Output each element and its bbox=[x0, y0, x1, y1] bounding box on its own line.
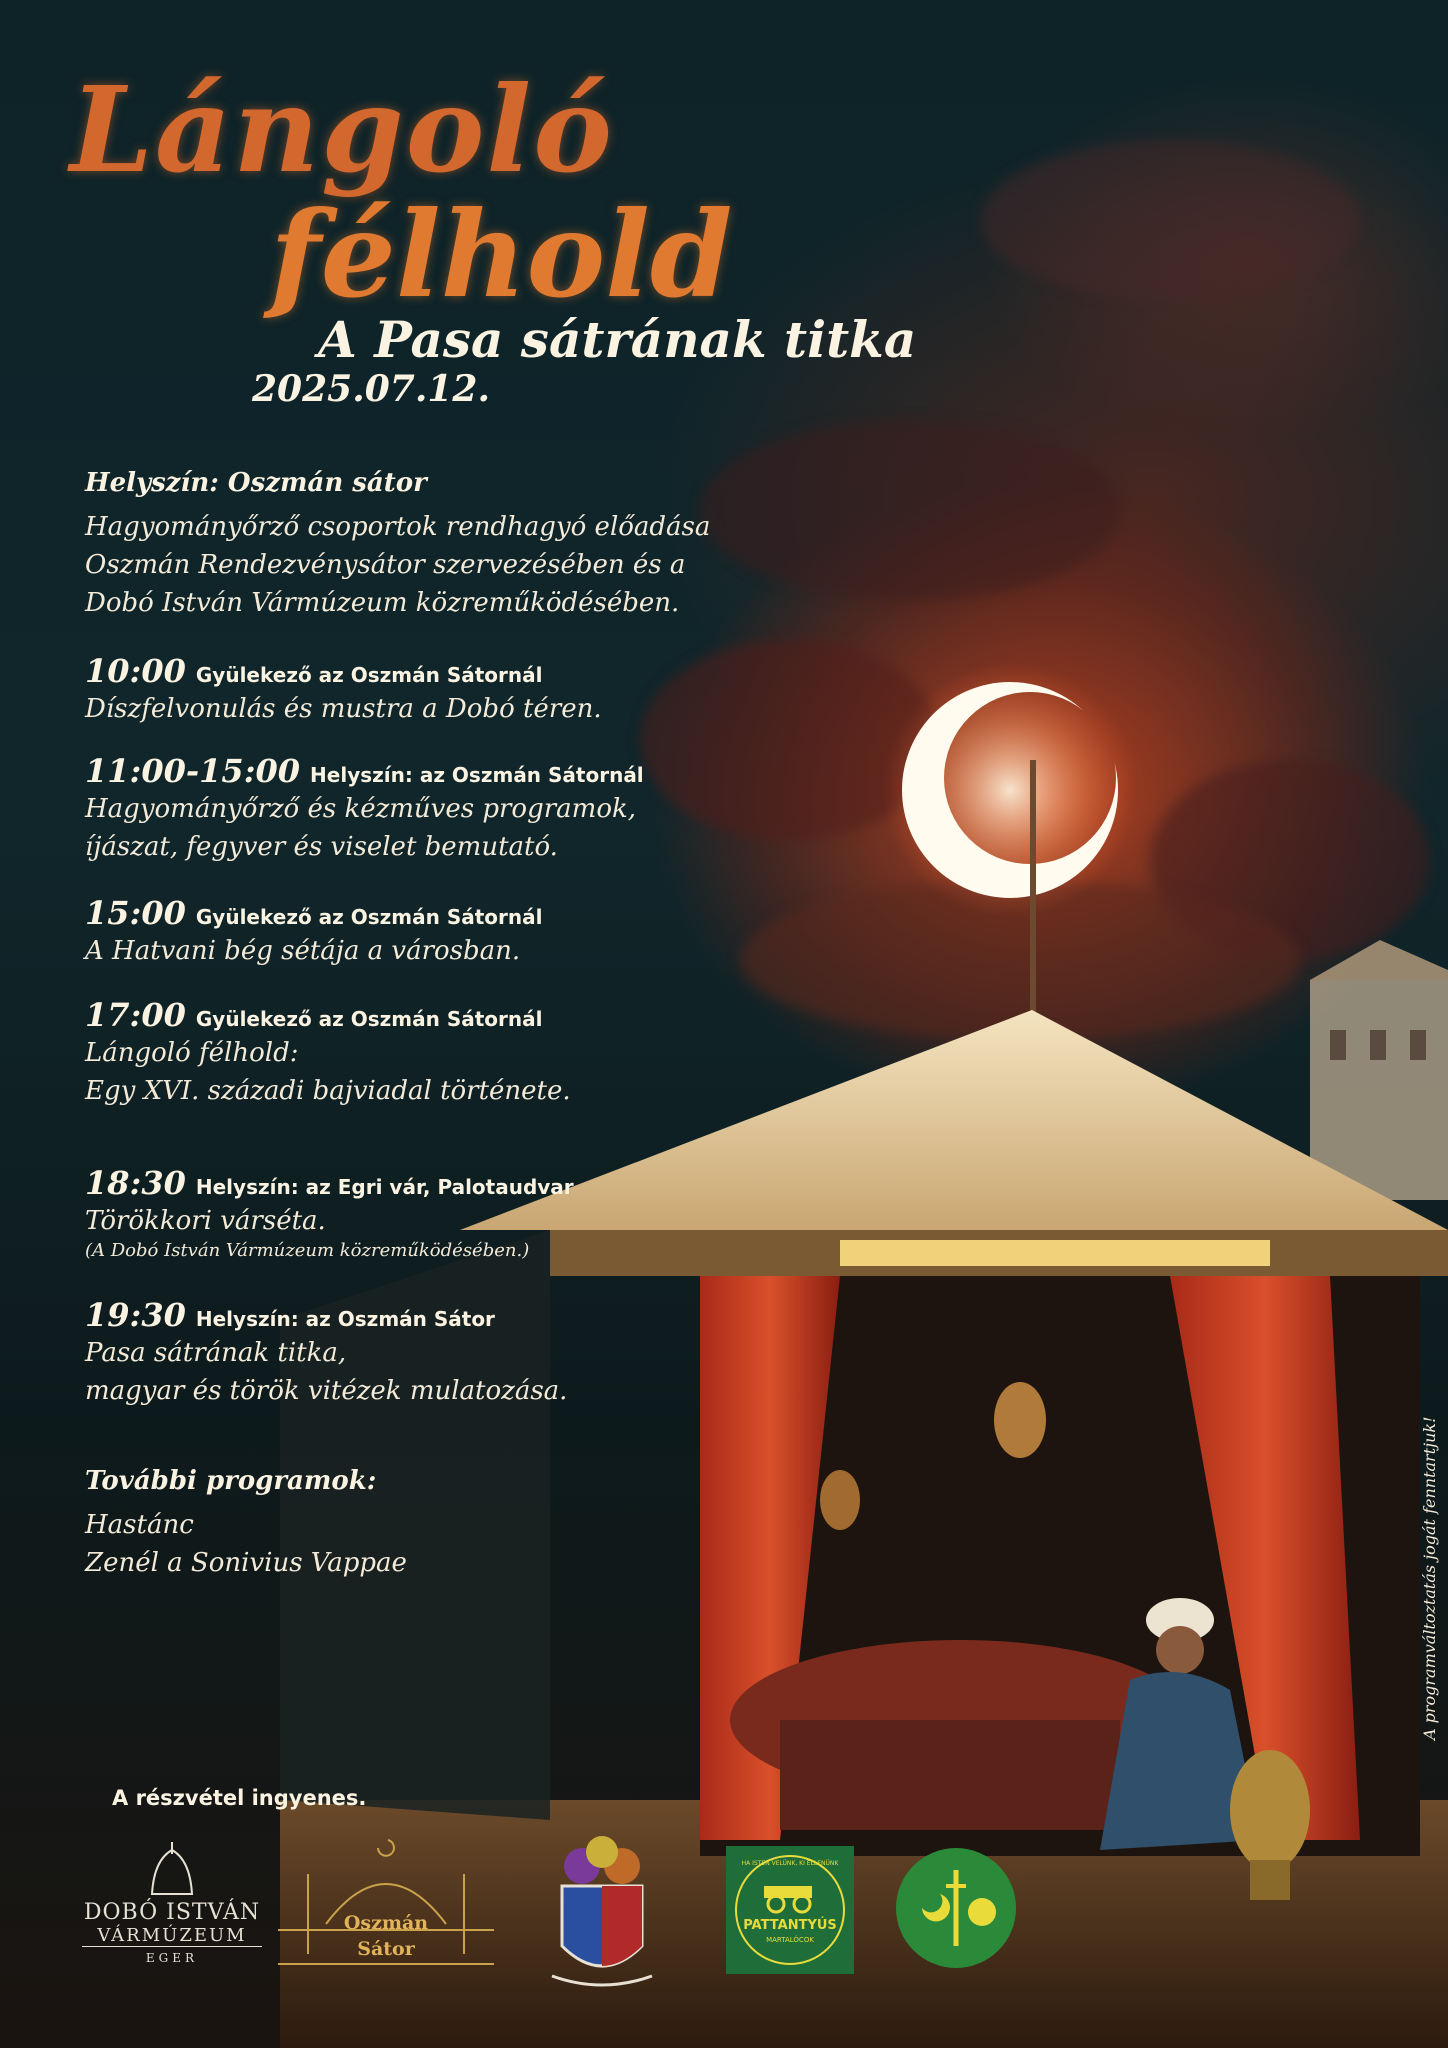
schedule-time: 15:00 bbox=[85, 894, 186, 932]
schedule-desc: íjászat, fegyver és viselet bemutató. bbox=[85, 832, 558, 862]
schedule-desc: Egy XVI. századi bajviadal története. bbox=[85, 1076, 571, 1106]
location-label: Helyszín: Oszmán sátor bbox=[85, 468, 427, 498]
schedule-desc: A Hatvani bég sétája a városban. bbox=[85, 936, 521, 966]
schedule-label: Gyülekező az Oszmán Sátornál bbox=[195, 663, 543, 687]
schedule-item bbox=[85, 894, 543, 970]
list-item: Zenél a Sonivius Vappae bbox=[85, 1548, 407, 1578]
schedule-time: 11:00-15:00 bbox=[85, 752, 301, 790]
oszman-logo-line2: Sátor bbox=[357, 1938, 415, 1960]
museum-name: VÁRMÚZEUM bbox=[82, 1925, 262, 1947]
schedule-note: (A Dobó István Vármúzeum közreműködésében.) bbox=[85, 1240, 530, 1261]
event-date: 2025.07.12. bbox=[252, 368, 490, 410]
schedule-time: 19:30 bbox=[85, 1296, 186, 1334]
cloud bbox=[980, 140, 1360, 300]
poster-title-line1: Lángoló bbox=[70, 60, 614, 199]
list-item: Hastánc bbox=[85, 1510, 194, 1540]
pattantyus-logo bbox=[726, 1846, 854, 1974]
schedule-item bbox=[85, 996, 571, 1110]
museum-city: EGER bbox=[145, 1951, 199, 1965]
schedule-item bbox=[85, 652, 602, 728]
crescent-sword-emblem-icon bbox=[894, 1846, 1018, 1970]
intro-line: Hagyományőrző csoportok rendhagyó előadása bbox=[85, 512, 711, 542]
schedule-desc: Díszfelvonulás és mustra a Dobó téren. bbox=[85, 694, 602, 724]
side-note: A programváltoztatás jogát fenntartjuk! bbox=[1420, 1416, 1439, 1740]
intro-text bbox=[85, 508, 710, 622]
poster-title-line2: félhold bbox=[270, 185, 733, 324]
coat-of-arms-icon bbox=[532, 1826, 672, 1996]
schedule-time: 10:00 bbox=[85, 652, 186, 690]
schedule-desc: Törökkori várséta. bbox=[85, 1206, 326, 1236]
schedule-item bbox=[85, 1296, 567, 1410]
schedule-desc: Lángoló félhold: bbox=[85, 1038, 299, 1068]
schedule-desc: magyar és török vitézek mulatozása. bbox=[85, 1376, 568, 1406]
museum-logo bbox=[82, 1840, 262, 1965]
schedule-label: Gyülekező az Oszmán Sátornál bbox=[195, 1007, 543, 1031]
schedule-label: Gyülekező az Oszmán Sátornál bbox=[195, 905, 543, 929]
oszman-logo-line1: Oszmán bbox=[343, 1912, 429, 1934]
more-programs-list bbox=[85, 1506, 407, 1582]
schedule-time: 18:30 bbox=[85, 1164, 186, 1202]
poster-subtitle: A Pasa sátrának titka bbox=[318, 310, 917, 369]
schedule-desc: Pasa sátrának titka, bbox=[85, 1338, 347, 1368]
cloud bbox=[700, 420, 1120, 600]
pattantyus-name: PATTANTYÚS bbox=[743, 1918, 837, 1933]
schedule-label: Helyszín: az Oszmán Sátornál bbox=[310, 763, 644, 787]
schedule-item bbox=[85, 752, 644, 866]
intro-line: Dobó István Vármúzeum közreműködésében. bbox=[85, 588, 680, 618]
schedule-label: Helyszín: az Egri vár, Palotaudvar bbox=[195, 1175, 574, 1199]
free-entry-note: A részvétel ingyenes. bbox=[112, 1786, 367, 1810]
more-programs-label: További programok: bbox=[85, 1466, 377, 1496]
schedule-item bbox=[85, 1164, 574, 1261]
helmet-icon bbox=[82, 1840, 262, 1896]
pattantyus-ring-top: HA ISTEN VELÜNK, KI ELLENÜNK bbox=[741, 1860, 839, 1867]
schedule-label: Helyszín: az Oszmán Sátor bbox=[195, 1307, 495, 1331]
museum-name: DOBÓ ISTVÁN bbox=[83, 1900, 261, 1925]
oszman-tent-logo bbox=[278, 1834, 494, 1974]
pattantyus-ring-bottom: MARTALÓCOK bbox=[766, 1936, 814, 1944]
schedule-desc: Hagyományőrző és kézműves programok, bbox=[85, 794, 636, 824]
intro-line: Oszmán Rendezvénysátor szervezésében és a bbox=[85, 550, 686, 580]
schedule-time: 17:00 bbox=[85, 996, 186, 1034]
